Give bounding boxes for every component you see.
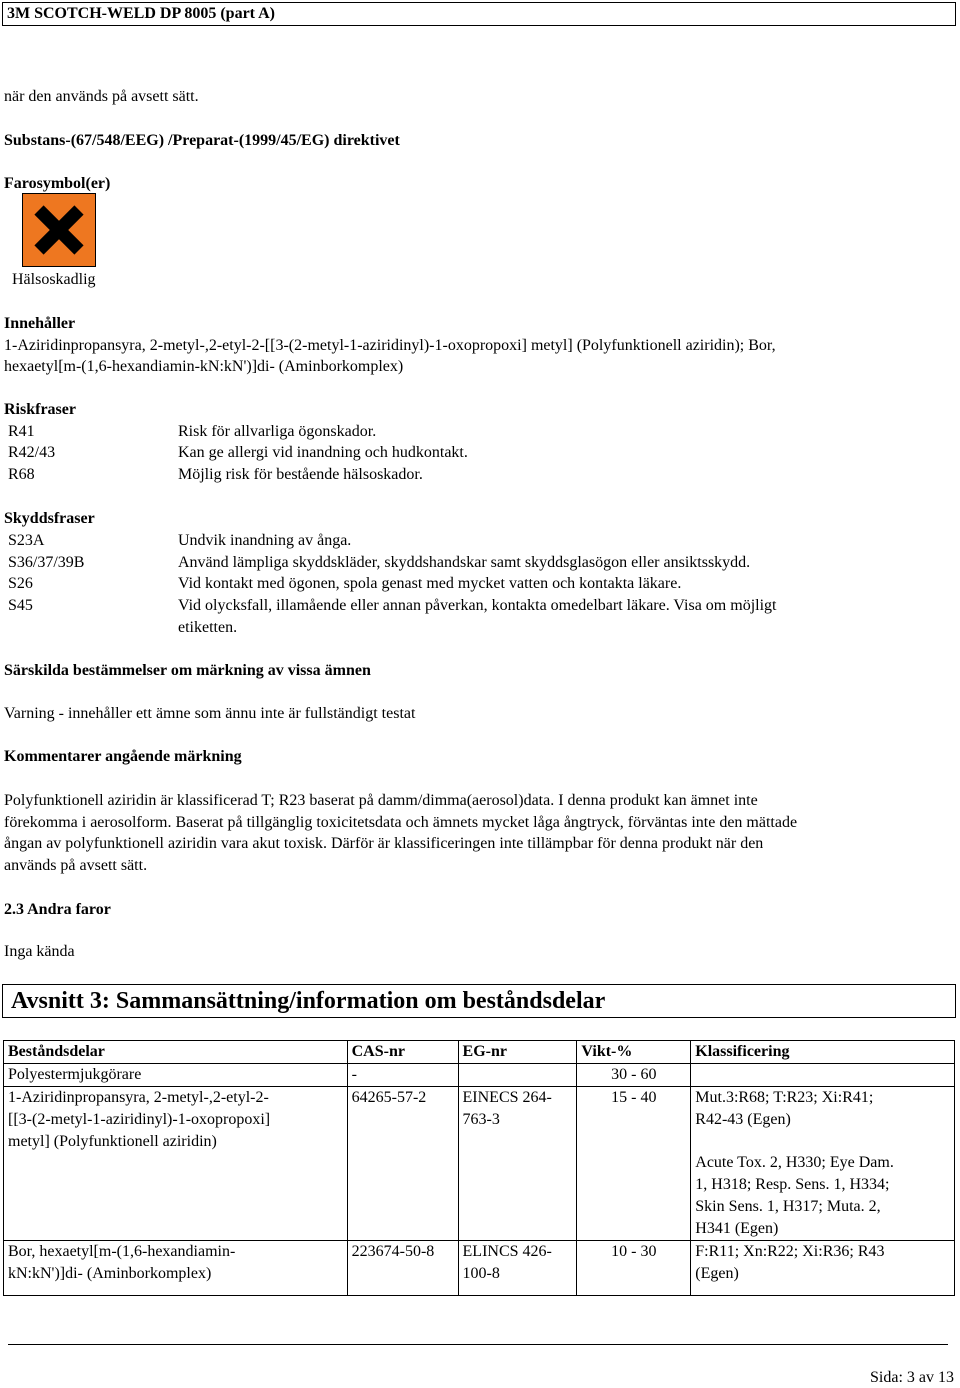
table-row — [4, 1064, 955, 1087]
safety-text: Undvik inandning av ånga. — [178, 532, 352, 549]
eg-number: EINECS 264- 763-3 — [458, 1087, 577, 1241]
intro-tail-text: när den används på avsett sätt. — [4, 88, 199, 105]
composition-table — [3, 1040, 955, 1296]
safety-text-continued: etiketten. — [178, 619, 238, 636]
directive-heading: Substans-(67/548/EEG) /Preparat-(1999/45/EG) direktivet — [4, 132, 400, 149]
table-header-row — [4, 1041, 955, 1064]
labeling-comment-line: förekomma i aerosolform. Baserat på tillgänglig toxicitetsdata och ämnets mycket låga ångtryck, förväntas inte den mättade — [4, 814, 798, 831]
cas-number: 223674-50-8 — [347, 1241, 458, 1296]
contains-heading: Innehåller — [4, 315, 76, 332]
classification-cell — [691, 1087, 955, 1241]
column-header: CAS-nr — [347, 1041, 458, 1064]
document-header: 3M SCOTCH-WELD DP 8005 (part A) — [2, 2, 956, 26]
contains-line-1: 1-Aziridinpropansyra, 2-metyl-,2-etyl-2-[[3-(2-metyl-1-aziridinyl)-1-oxopropoxi] metyl] (Polyfunktionell aziridin); Bor, — [4, 337, 776, 354]
special-labeling-text: Varning - innehåller ett ämne som ännu inte är fullständigt testat — [4, 705, 416, 722]
cas-number: 64265-57-2 — [347, 1087, 458, 1241]
risk-text: Risk för allvarliga ögonskador. — [178, 423, 377, 440]
safety-code: S45 — [8, 597, 33, 614]
hazard-symbol-label: Hälsoskadlig — [12, 271, 96, 288]
risk-code: R41 — [8, 423, 35, 440]
labeling-comment-line: Polyfunktionell aziridin är klassificerad T; R23 baserat på damm/dimma(aerosol)data. I denna produkt kan ämnet inte — [4, 792, 758, 809]
risk-code: R68 — [8, 466, 35, 483]
classification: Mut.3:R68; T:R23; Xi:R41; R42-43 (Egen) — [695, 1089, 874, 1128]
other-hazards-text: Inga kända — [4, 943, 75, 960]
risk-code: R42/43 — [8, 444, 56, 461]
harmful-x-symbol-icon — [22, 193, 96, 267]
contains-line-2: hexaetyl[m-(1,6-hexandiamin-kN:kN')]di- (Aminborkomplex) — [4, 358, 404, 375]
hazard-symbols-heading: Farosymbol(er) — [4, 175, 111, 192]
component-name: Bor, hexaetyl[m-(1,6-hexandiamin- kN:kN')]di- (Aminborkomplex) — [4, 1241, 348, 1296]
eg-number: ELINCS 426- 100-8 — [458, 1241, 577, 1296]
safety-text: Vid kontakt med ögonen, spola genast med mycket vatten och kontakta läkare. — [178, 575, 682, 592]
classification-clp: Acute Tox. 2, H330; Eye Dam. 1, H318; Resp. Sens. 1, H334; Skin Sens. 1, H317; Muta. 2, H341 (Egen) — [695, 1154, 894, 1237]
section-3-title: Avsnitt 3: Sammansättning/information om beståndsdelar — [2, 984, 956, 1018]
safety-code: S23A — [8, 532, 45, 549]
footer-divider — [8, 1344, 948, 1345]
column-header: Beståndsdelar — [4, 1041, 348, 1064]
safety-text: Vid olycksfall, illamående eller annan påverkan, kontakta omedelbart läkare. Visa om möjligt — [178, 597, 777, 614]
risk-phrases-heading: Riskfraser — [4, 401, 76, 418]
labeling-comments-heading: Kommentarer angående märkning — [4, 748, 242, 765]
risk-text: Möjlig risk för bestående hälsoskador. — [178, 466, 423, 483]
table-row — [4, 1087, 955, 1241]
safety-code: S26 — [8, 575, 33, 592]
component-name: 1-Aziridinpropansyra, 2-metyl-,2-etyl-2- [[3-(2-metyl-1-aziridinyl)-1-oxopropoxi] metyl] (Polyfunktionell aziridin) — [4, 1087, 348, 1241]
safety-code: S36/37/39B — [8, 554, 85, 571]
special-labeling-heading: Särskilda bestämmelser om märkning av vissa ämnen — [4, 662, 371, 679]
component-name: Polyestermjukgörare — [4, 1064, 348, 1087]
column-header: Klassificering — [691, 1041, 955, 1064]
risk-text: Kan ge allergi vid inandning och hudkontakt. — [178, 444, 468, 461]
column-header: EG-nr — [458, 1041, 577, 1064]
weight-percent: 30 - 60 — [577, 1064, 691, 1087]
classification — [691, 1064, 955, 1087]
safety-text: Använd lämpliga skyddskläder, skyddshandskar samt skyddsglasögon eller ansiktsskydd. — [178, 554, 751, 571]
other-hazards-heading: 2.3 Andra faror — [4, 901, 111, 918]
weight-percent: 10 - 30 — [577, 1241, 691, 1296]
cas-number: - — [347, 1064, 458, 1087]
eg-number — [458, 1064, 577, 1087]
labeling-comment-line: ångan av polyfunktionell aziridin vara akut toxisk. Därför är klassificeringen inte tillämpbar för denna produkt när den — [4, 835, 764, 852]
weight-percent: 15 - 40 — [577, 1087, 691, 1241]
classification: F:R11; Xn:R22; Xi:R36; R43 (Egen) — [691, 1241, 955, 1296]
column-header: Vikt-% — [577, 1041, 691, 1064]
table-row — [4, 1241, 955, 1296]
safety-phrases-heading: Skyddsfraser — [4, 510, 95, 527]
labeling-comment-line: används på avsett sätt. — [4, 857, 148, 874]
page-number: Sida: 3 av 13 — [870, 1369, 954, 1386]
